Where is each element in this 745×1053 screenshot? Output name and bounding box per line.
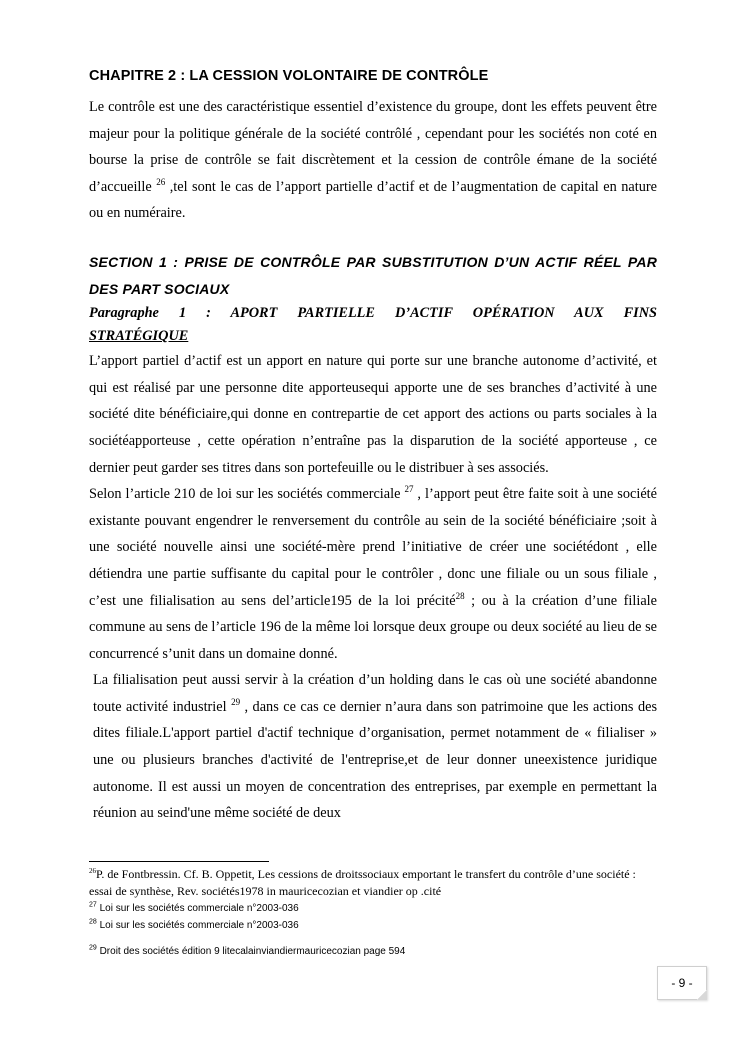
body-p2-text-b: , l’apport peut être faite soit à une société existante pouvant engendrer le renversement du contrôle au sein de la société bénéficiaire ;soit à une société nouvelle ainsi une société-mère prend l’initiative de créer une sociétédont , elle détiendra une partie suffisante du capital pour le contrôler , donc une filiale ou un sous filiale , c’est une filialisation au sens del’article195 de la loi précité: [89, 486, 657, 609]
footnote-num: 27: [89, 901, 97, 909]
page-number-badge: [657, 966, 707, 1000]
body-paragraph-3: [89, 667, 657, 827]
footnotes: [89, 866, 657, 960]
paragraph-1-heading-cont: STRATÉGIQUE: [89, 328, 189, 345]
body-p2-text-a: Selon l’article 210 de loi sur les sociétés commerciale: [89, 486, 405, 503]
footnote-text: P. de Fontbressin. Cf. B. Oppetit, Les cessions de droitssociaux emportant le transfert du contrôle d’une société : essai de synthèse, Rev. sociétés1978 in mauricecozian et viandier op .cité: [89, 867, 636, 898]
footnote-num: 28: [89, 918, 97, 926]
page-content: [89, 68, 657, 827]
footnote-ref-26[interactable]: 26: [156, 177, 166, 188]
footnote-separator: [89, 861, 269, 862]
footnote-num: 26: [89, 867, 96, 875]
intro-text-a: Le contrôle est une des caractéristique essentiel d’existence du groupe, dont les effets peuvent être majeur pour la politique générale de la société contrôlé , cependant pour les sociétés non coté en bourse la prise de contrôle se fait discrètement et la cession de contrôle émane de la société d’accueille: [89, 99, 657, 195]
footnote-text: Loi sur les sociétés commerciale n°2003-036: [96, 903, 299, 914]
footnote-27: [89, 900, 657, 917]
chapter-title: CHAPITRE 2 : LA CESSION VOLONTAIRE DE CONTRÔLE: [89, 68, 489, 84]
intro-paragraph: [89, 94, 657, 227]
footnote-ref-29[interactable]: 29: [231, 697, 241, 708]
body-paragraph-2: [89, 481, 657, 667]
body-p2-text-c: ; ou à la création d’une filiale commune au sens de l’article 196 de la même loi lorsque deux groupe ou deux société au lieu de se concurrencé s’unit dans un domaine donné.: [89, 592, 657, 662]
paragraph-1-heading: Paragraphe 1 : APORT PARTIELLE D’ACTIF OPÉRATION AUX FINS: [89, 305, 657, 322]
footnote-29: [89, 943, 657, 960]
footnote-28: [89, 917, 657, 934]
footnote-num: 29: [89, 944, 97, 952]
intro-text-b: ,tel sont le cas de l’apport partielle d’actif et de l’augmentation de capital en nature ou en numéraire.: [89, 178, 657, 222]
footnote-ref-28[interactable]: 28: [455, 590, 465, 601]
footnote-text: Loi sur les sociétés commerciale n°2003-036: [96, 920, 299, 931]
footnote-26: [89, 866, 657, 900]
body-p3-text-a: La filialisation peut aussi servir à la création d’un holding dans le cas où une société abandonne toute activité industriel: [93, 672, 657, 715]
footnote-text: Droit des sociétés édition 9 litecalainviandiermauricecozian page 594: [96, 946, 406, 957]
section-1-title: SECTION 1 : PRISE DE CONTRÔLE PAR SUBSTITUTION D’UN ACTIF RÉEL PAR DES PART SOCIAUX: [89, 253, 657, 297]
body-paragraph-1: L’apport partiel d’actif est un apport en nature qui porte sur une branche autonome d’activité, et qui est réalisé par une personne dite apporteusequi apporte une de ses branches d’activité à une société dite bénéficiaire,qui donne en contrepartie de cet apport des actions ou parts sociales à la sociétéapporteuse , cette opération n’entraîne pas la disparution de la société apporteuse , ce dernier peut garder ses titres dans son portefeuille ou le distribuer à ses associés.: [89, 353, 657, 476]
body-p3-text-b: , dans ce cas ce dernier n’aura dans son patrimoine que les actions des dites filiale.L'apport partiel d'actif technique d’organisation, permet notamment de « filialiser » une ou plusieurs branches d'activité de l'entreprise,et de leur donner uneexistence juridique autonome. Il est aussi un moyen de concentration des entreprises, par exemple en permettant la réunion au seind'une même société de deux: [93, 698, 658, 822]
page-number: - 9 -: [671, 976, 693, 990]
footnote-ref-27[interactable]: 27: [404, 484, 414, 495]
